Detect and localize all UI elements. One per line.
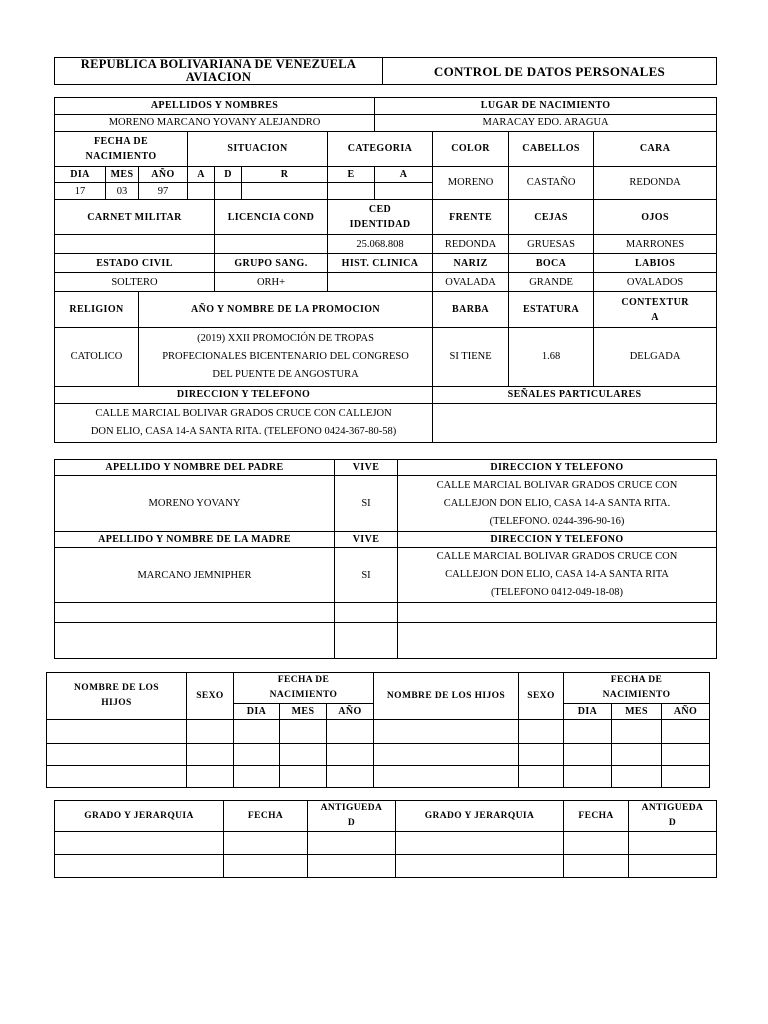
empty-cell — [47, 720, 187, 744]
empty-cell — [55, 623, 335, 659]
label-nombre-hijos-left — [47, 673, 187, 720]
empty-cell — [662, 720, 710, 744]
label-cabellos: CABELLOS — [509, 131, 594, 166]
empty-cell — [280, 720, 327, 744]
value-promocion-line-2: PROFECIONALES BICENTENARIO DEL CONGRESO — [162, 350, 409, 362]
empty-cell — [308, 832, 396, 855]
label-madre: APELLIDO Y NOMBRE DE LA MADRE — [55, 532, 335, 548]
label-ano-right: AÑO — [662, 704, 710, 720]
empty-cell — [280, 766, 327, 788]
label-apellidos-nombres: APELLIDOS Y NOMBRES — [55, 98, 375, 115]
label-estado-civil: ESTADO CIVIL — [55, 254, 215, 273]
empty-cell — [308, 855, 396, 878]
label-categoria-e: E — [328, 166, 375, 183]
label-religion: RELIGION — [55, 292, 139, 328]
empty-cell — [55, 832, 224, 855]
empty-cell — [55, 603, 335, 623]
empty-cell — [396, 855, 564, 878]
label-ano: AÑO — [139, 166, 188, 183]
label-carnet-militar: CARNET MILITAR — [55, 200, 215, 235]
label-ojos: OJOS — [594, 200, 717, 235]
empty-cell — [662, 766, 710, 788]
label-antiguedad-line-2: D — [668, 818, 677, 828]
value-categoria-a — [375, 183, 433, 200]
value-padre-direccion — [398, 476, 717, 532]
empty-cell — [564, 832, 629, 855]
label-dia-left: DIA — [234, 704, 280, 720]
empty-cell — [234, 744, 280, 766]
label-licencia-cond: LICENCIA COND — [215, 200, 328, 235]
empty-cell — [612, 744, 662, 766]
label-antiguedad-right — [629, 801, 717, 832]
label-hist-clinica: HIST. CLINICA — [328, 254, 433, 273]
label-padre: APELLIDO Y NOMBRE DEL PADRE — [55, 460, 335, 476]
form-header — [54, 57, 717, 85]
value-grupo-sang: ORH+ — [215, 273, 328, 292]
empty-cell — [519, 744, 564, 766]
empty-cell — [629, 832, 717, 855]
label-fecha-nac-right — [564, 673, 710, 704]
value-labios: OVALADOS — [594, 273, 717, 292]
value-cara: REDONDA — [594, 166, 717, 200]
empty-cell — [564, 766, 612, 788]
label-lugar-nacimiento: LUGAR DE NACIMIENTO — [375, 98, 717, 115]
label-fecha-line-2: NACIMIENTO — [85, 150, 157, 162]
label-cedula-line-1: CED — [368, 204, 392, 216]
value-madre-nombre: MARCANO JEMNIPHER — [55, 548, 335, 603]
children-row — [47, 766, 710, 788]
label-situacion-d: D — [215, 166, 242, 183]
value-nariz: OVALADA — [433, 273, 509, 292]
label-fecha-nacimiento — [55, 131, 188, 166]
label-boca: BOCA — [509, 254, 594, 273]
value-carnet-militar — [55, 235, 215, 254]
children-row — [47, 720, 710, 744]
empty-cell — [280, 744, 327, 766]
empty-cell — [234, 766, 280, 788]
label-nombre-hijos-line-2: HIJOS — [101, 698, 132, 708]
empty-cell — [398, 603, 717, 623]
empty-cell — [519, 720, 564, 744]
label-frente: FRENTE — [433, 200, 509, 235]
label-fecha-line-2: NACIMIENTO — [602, 690, 671, 700]
value-licencia-cond — [215, 235, 328, 254]
children-row — [47, 744, 710, 766]
parents-table — [54, 459, 717, 659]
label-direccion-telefono: DIRECCION Y TELEFONO — [55, 387, 433, 404]
value-ojos: MARRONES — [594, 235, 717, 254]
label-situacion-a: A — [188, 166, 215, 183]
label-fecha-left: FECHA — [224, 801, 308, 832]
madre-direccion-line-3: (TELEFONO 0412-049-18-08) — [490, 587, 624, 598]
ranks-table — [54, 800, 717, 878]
value-categoria-e — [328, 183, 375, 200]
padre-direccion-line-1: CALLE MARCIAL BOLIVAR GRADOS CRUCE CON — [436, 479, 678, 491]
empty-cell — [564, 744, 612, 766]
label-fecha-line-1: FECHA DE — [610, 675, 663, 685]
empty-cell — [224, 832, 308, 855]
empty-cell — [398, 623, 717, 659]
label-color: COLOR — [433, 131, 509, 166]
label-fecha-line-1: FECHA DE — [93, 135, 149, 147]
empty-cell — [374, 766, 519, 788]
value-situacion-r — [242, 183, 328, 200]
value-padre-vive: SI — [335, 476, 398, 532]
label-mes-right: MES — [612, 704, 662, 720]
label-grado-left: GRADO Y JERARQUIA — [55, 801, 224, 832]
padre-direccion-line-2: CALLEJON DON ELIO, CASA 14-A SANTA RITA. — [443, 497, 671, 509]
empty-cell — [564, 855, 629, 878]
value-ano: 97 — [139, 183, 188, 200]
label-dia: DIA — [55, 166, 106, 183]
value-madre-vive: SI — [335, 548, 398, 603]
value-barba: SI TIENE — [433, 327, 509, 386]
label-senales-particulares: SEÑALES PARTICULARES — [433, 387, 717, 404]
label-contextura — [594, 292, 717, 328]
label-fecha-right: FECHA — [564, 801, 629, 832]
label-padre-vive: VIVE — [335, 460, 398, 476]
value-direccion-telefono — [55, 403, 433, 442]
value-religion: CATOLICO — [55, 327, 139, 386]
empty-cell — [519, 766, 564, 788]
label-padre-direccion: DIRECCION Y TELEFONO — [398, 460, 717, 476]
madre-direccion-line-2: CALLEJON DON ELIO, CASA 14-A SANTA RITA — [445, 569, 669, 580]
label-categoria: CATEGORIA — [328, 131, 433, 166]
label-antiguedad-line-1: ANTIGUEDA — [641, 803, 704, 813]
value-senales-particulares — [433, 403, 717, 442]
empty-cell — [187, 766, 234, 788]
label-fecha-line-1: FECHA DE — [277, 675, 330, 685]
empty-cell — [374, 720, 519, 744]
label-labios: LABIOS — [594, 254, 717, 273]
empty-cell — [662, 744, 710, 766]
value-direccion-line-1: CALLE MARCIAL BOLIVAR GRADOS CRUCE CON CALLEJON — [95, 407, 392, 419]
label-sexo-left: SEXO — [187, 673, 234, 720]
label-cedula-line-2: IDENTIDAD — [349, 219, 411, 231]
value-situacion-a — [188, 183, 215, 200]
empty-cell — [55, 855, 224, 878]
label-situacion: SITUACION — [188, 131, 328, 166]
value-madre-direccion — [398, 548, 717, 603]
value-promocion-line-1: (2019) XXII PROMOCIÓN DE TROPAS — [197, 332, 374, 344]
empty-cell — [335, 603, 398, 623]
value-mes: 03 — [106, 183, 139, 200]
children-table — [46, 672, 710, 788]
empty-cell — [612, 766, 662, 788]
label-nombre-hijos-line-1: NOMBRE DE LOS — [74, 683, 159, 693]
padre-direccion-line-3: (TELEFONO. 0244-396-90-16) — [489, 515, 625, 527]
value-hist-clinica — [328, 273, 433, 292]
empty-cell — [335, 623, 398, 659]
value-cejas: GRUESAS — [509, 235, 594, 254]
ranks-row — [55, 855, 717, 878]
value-apellidos-nombres: MORENO MARCANO YOVANY ALEJANDRO — [55, 114, 375, 131]
value-promocion — [139, 327, 433, 386]
empty-cell — [187, 744, 234, 766]
empty-cell — [327, 744, 374, 766]
label-promocion: AÑO Y NOMBRE DE LA PROMOCION — [139, 292, 433, 328]
label-fecha-line-2: NACIMIENTO — [269, 690, 338, 700]
label-mes: MES — [106, 166, 139, 183]
ranks-row — [55, 832, 717, 855]
empty-cell — [47, 766, 187, 788]
empty-cell — [564, 720, 612, 744]
label-nombre-hijos-right: NOMBRE DE LOS HIJOS — [374, 673, 519, 720]
empty-cell — [629, 855, 717, 878]
institution-line-2: AVIACION — [185, 70, 252, 84]
label-estatura: ESTATURA — [509, 292, 594, 328]
label-situacion-r: R — [242, 166, 328, 183]
value-frente: REDONDA — [433, 235, 509, 254]
empty-cell — [47, 744, 187, 766]
value-dia: 17 — [55, 183, 106, 200]
label-grado-right: GRADO Y JERARQUIA — [396, 801, 564, 832]
label-fecha-nac-left — [234, 673, 374, 704]
empty-cell — [612, 720, 662, 744]
empty-cell — [234, 720, 280, 744]
empty-cell — [187, 720, 234, 744]
institution-line-1: REPUBLICA BOLIVARIANA DE VENEZUELA — [80, 57, 357, 71]
empty-cell — [327, 720, 374, 744]
label-sexo-right: SEXO — [519, 673, 564, 720]
label-cara: CARA — [594, 131, 717, 166]
value-situacion-d — [215, 183, 242, 200]
label-contextura-line-1: CONTEXTUR — [621, 296, 689, 308]
label-cejas: CEJAS — [509, 200, 594, 235]
label-antiguedad-line-1: ANTIGUEDA — [320, 803, 383, 813]
label-grupo-sang: GRUPO SANG. — [215, 254, 328, 273]
label-madre-vive: VIVE — [335, 532, 398, 548]
value-color: MORENO — [433, 166, 509, 200]
value-estado-civil: SOLTERO — [55, 273, 215, 292]
form-title: CONTROL DE DATOS PERSONALES — [383, 58, 717, 85]
value-cedula: 25.068.808 — [328, 235, 433, 254]
empty-cell — [396, 832, 564, 855]
empty-cell — [327, 766, 374, 788]
label-dia-right: DIA — [564, 704, 612, 720]
value-promocion-line-3: DEL PUENTE DE ANGOSTURA — [212, 368, 359, 380]
value-estatura: 1.68 — [509, 327, 594, 386]
value-direccion-line-2: DON ELIO, CASA 14-A SANTA RITA. (TELEFONO 0424-367-80-58) — [90, 425, 397, 437]
label-mes-left: MES — [280, 704, 327, 720]
label-madre-direccion: DIRECCION Y TELEFONO — [398, 532, 717, 548]
value-padre-nombre: MORENO YOVANY — [55, 476, 335, 532]
label-antiguedad-line-2: D — [347, 818, 356, 828]
value-contextura: DELGADA — [594, 327, 717, 386]
institution-cell — [55, 58, 383, 85]
label-contextura-line-2: A — [651, 311, 659, 323]
value-boca: GRANDE — [509, 273, 594, 292]
label-categoria-a: A — [375, 166, 433, 183]
label-cedula — [328, 200, 433, 235]
label-barba: BARBA — [433, 292, 509, 328]
madre-direccion-line-1: CALLE MARCIAL BOLIVAR GRADOS CRUCE CON — [436, 551, 678, 562]
label-ano-left: AÑO — [327, 704, 374, 720]
label-nariz: NARIZ — [433, 254, 509, 273]
personal-data-table — [54, 97, 717, 443]
value-cabellos: CASTAÑO — [509, 166, 594, 200]
value-lugar-nacimiento: MARACAY EDO. ARAGUA — [375, 114, 717, 131]
label-antiguedad-left — [308, 801, 396, 832]
empty-cell — [374, 744, 519, 766]
empty-cell — [224, 855, 308, 878]
